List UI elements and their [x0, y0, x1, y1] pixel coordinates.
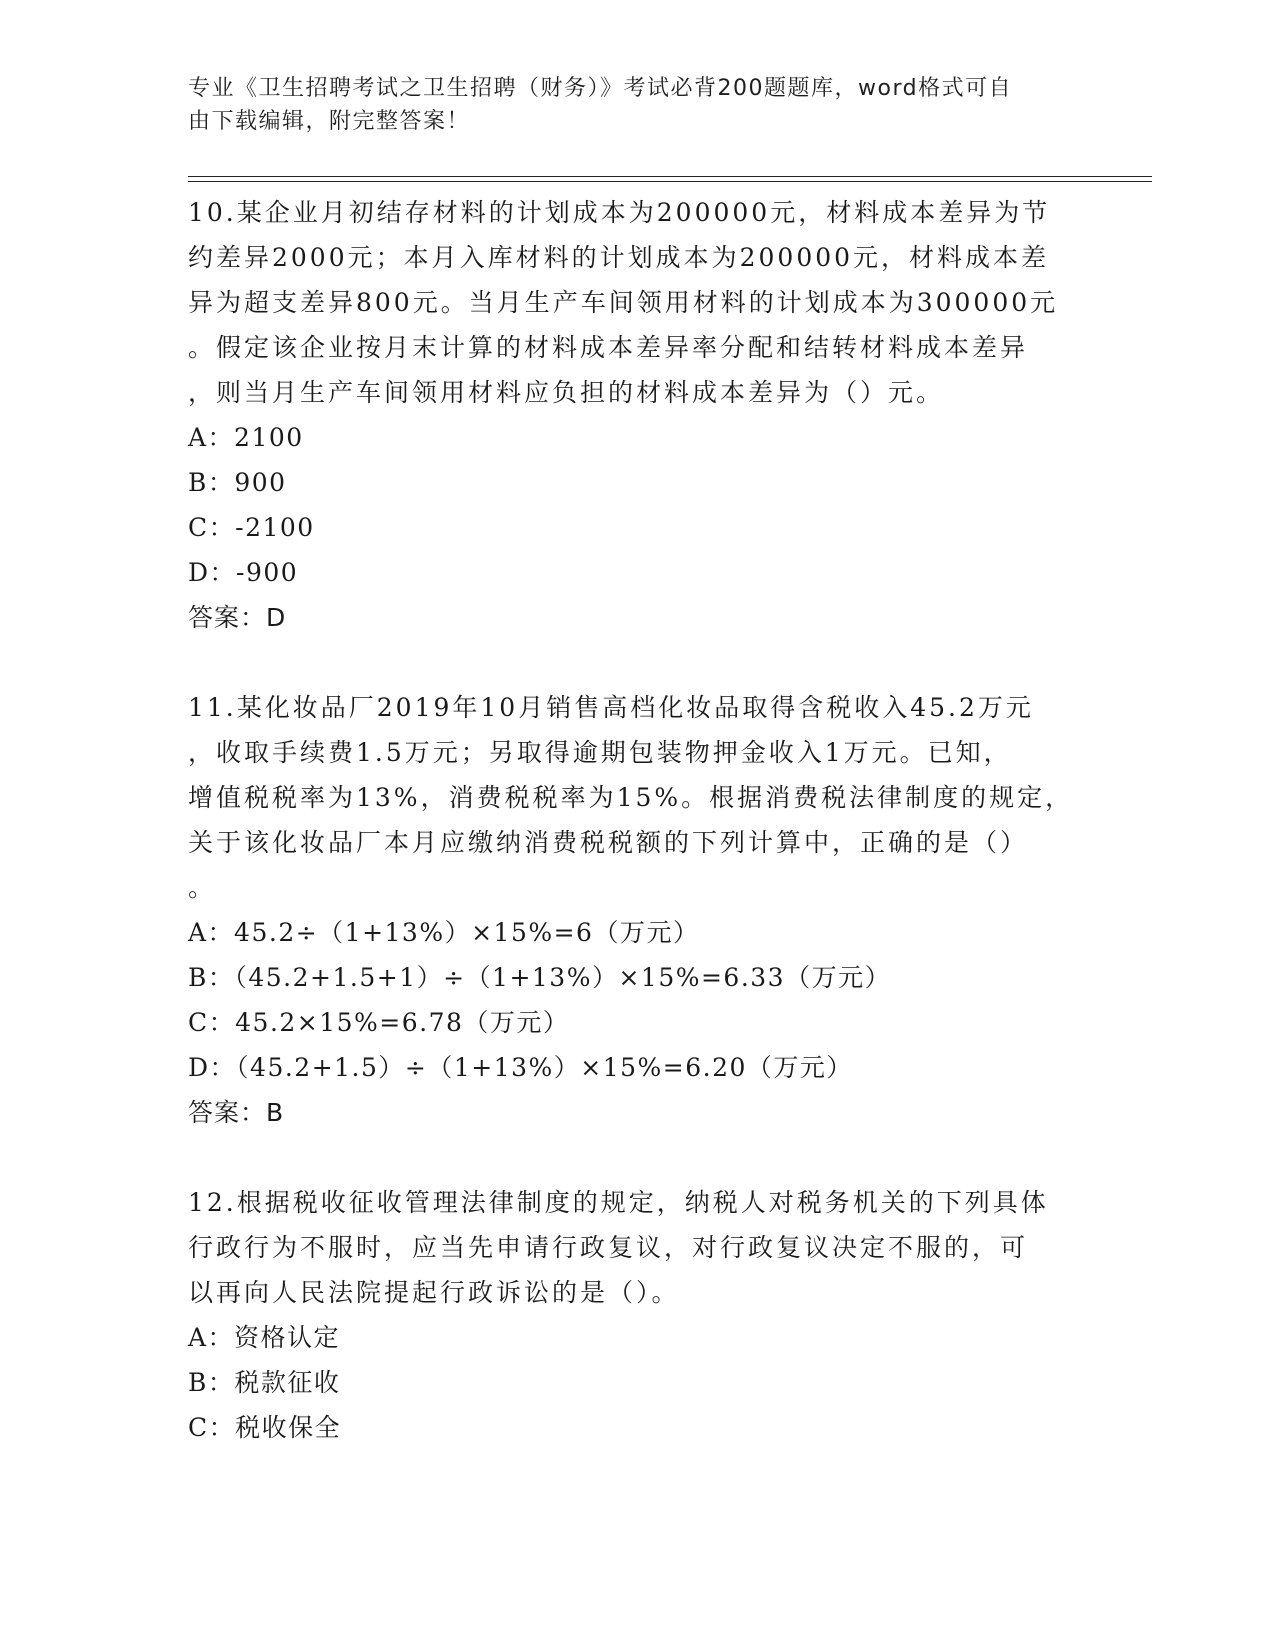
- question-10-line-2: 约差异2000元；本月入库材料的计划成本为200000元，材料成本差: [188, 243, 1050, 272]
- question-10-option-c: C：-2100: [188, 513, 315, 542]
- header-line-2: 由下载编辑，附完整答案！: [188, 109, 471, 134]
- question-spacer: [188, 1135, 1088, 1180]
- question-10-line-3: 异为超支差异800元。当月生产车间领用材料的计划成本为300000元: [188, 288, 1059, 317]
- question-10-line-4: 。假定该企业按月末计算的材料成本差异率分配和结转材料成本差异: [188, 333, 1029, 362]
- question-12-line-2: 行政行为不服时，应当先申请行政复议，对行政复议决定不服的，可: [188, 1233, 1029, 1262]
- question-12-option-b: B：税款征收: [188, 1368, 341, 1397]
- header-divider-bottom: [188, 181, 1152, 182]
- header-line-1: 专业《卫生招聘考试之卫生招聘（财务）》考试必背200题题库，word格式可自: [188, 76, 1013, 101]
- question-11-option-d: D：（45.2+1.5）÷（1+13%）×15%=6.20（万元）: [188, 1053, 853, 1082]
- question-10-line-5: ，则当月生产车间领用材料应负担的材料成本差异为（）元。: [188, 378, 945, 407]
- question-10-option-a: A：2100: [188, 423, 304, 452]
- header-divider-top: [188, 176, 1152, 177]
- question-10-option-b: B：900: [188, 468, 287, 497]
- question-10-option-d: D：-900: [188, 558, 299, 587]
- question-12-option-a: A：资格认定: [188, 1323, 341, 1352]
- question-11-option-b: B：（45.2+1.5+1）÷（1+13%）×15%=6.33（万元）: [188, 963, 892, 992]
- question-11-option-c: C：45.2×15%=6.78（万元）: [188, 1008, 570, 1037]
- question-12-line-3: 以再向人民法院提起行政诉讼的是（）。: [188, 1278, 680, 1307]
- question-11-line-3: 增值税税率为13%，消费税税率为15%。根据消费税法律制度的规定，: [188, 783, 1074, 812]
- question-11: [188, 685, 1088, 1135]
- question-11-answer: 答案：B: [188, 1098, 285, 1127]
- question-11-line-1: 11.某化妆品厂2019年10月销售高档化妆品取得含税收入45.2万元: [188, 693, 1034, 722]
- question-spacer: [188, 640, 1088, 685]
- question-11-option-a: A：45.2÷（1+13%）×15%=6（万元）: [188, 918, 700, 947]
- question-11-line-5: 。: [188, 873, 217, 902]
- question-10-line-1: 10.某企业月初结存材料的计划成本为200000元，材料成本差异为节: [188, 198, 1051, 227]
- question-12-line-1: 12.根据税收征收管理法律制度的规定，纳税人对税务机关的下列具体: [188, 1188, 1049, 1217]
- page-header: [188, 72, 1078, 138]
- question-12: [188, 1180, 1088, 1450]
- question-10: [188, 190, 1088, 640]
- question-11-line-4: 关于该化妆品厂本月应缴纳消费税税额的下列计算中，正确的是（）: [188, 828, 1029, 857]
- question-12-option-c: C：税收保全: [188, 1413, 342, 1442]
- question-list: [188, 190, 1088, 1450]
- question-11-line-2: ，收取手续费1.5万元；另取得逾期包装物押金收入1万元。已知，: [188, 738, 1012, 767]
- question-10-answer: 答案：D: [188, 603, 287, 632]
